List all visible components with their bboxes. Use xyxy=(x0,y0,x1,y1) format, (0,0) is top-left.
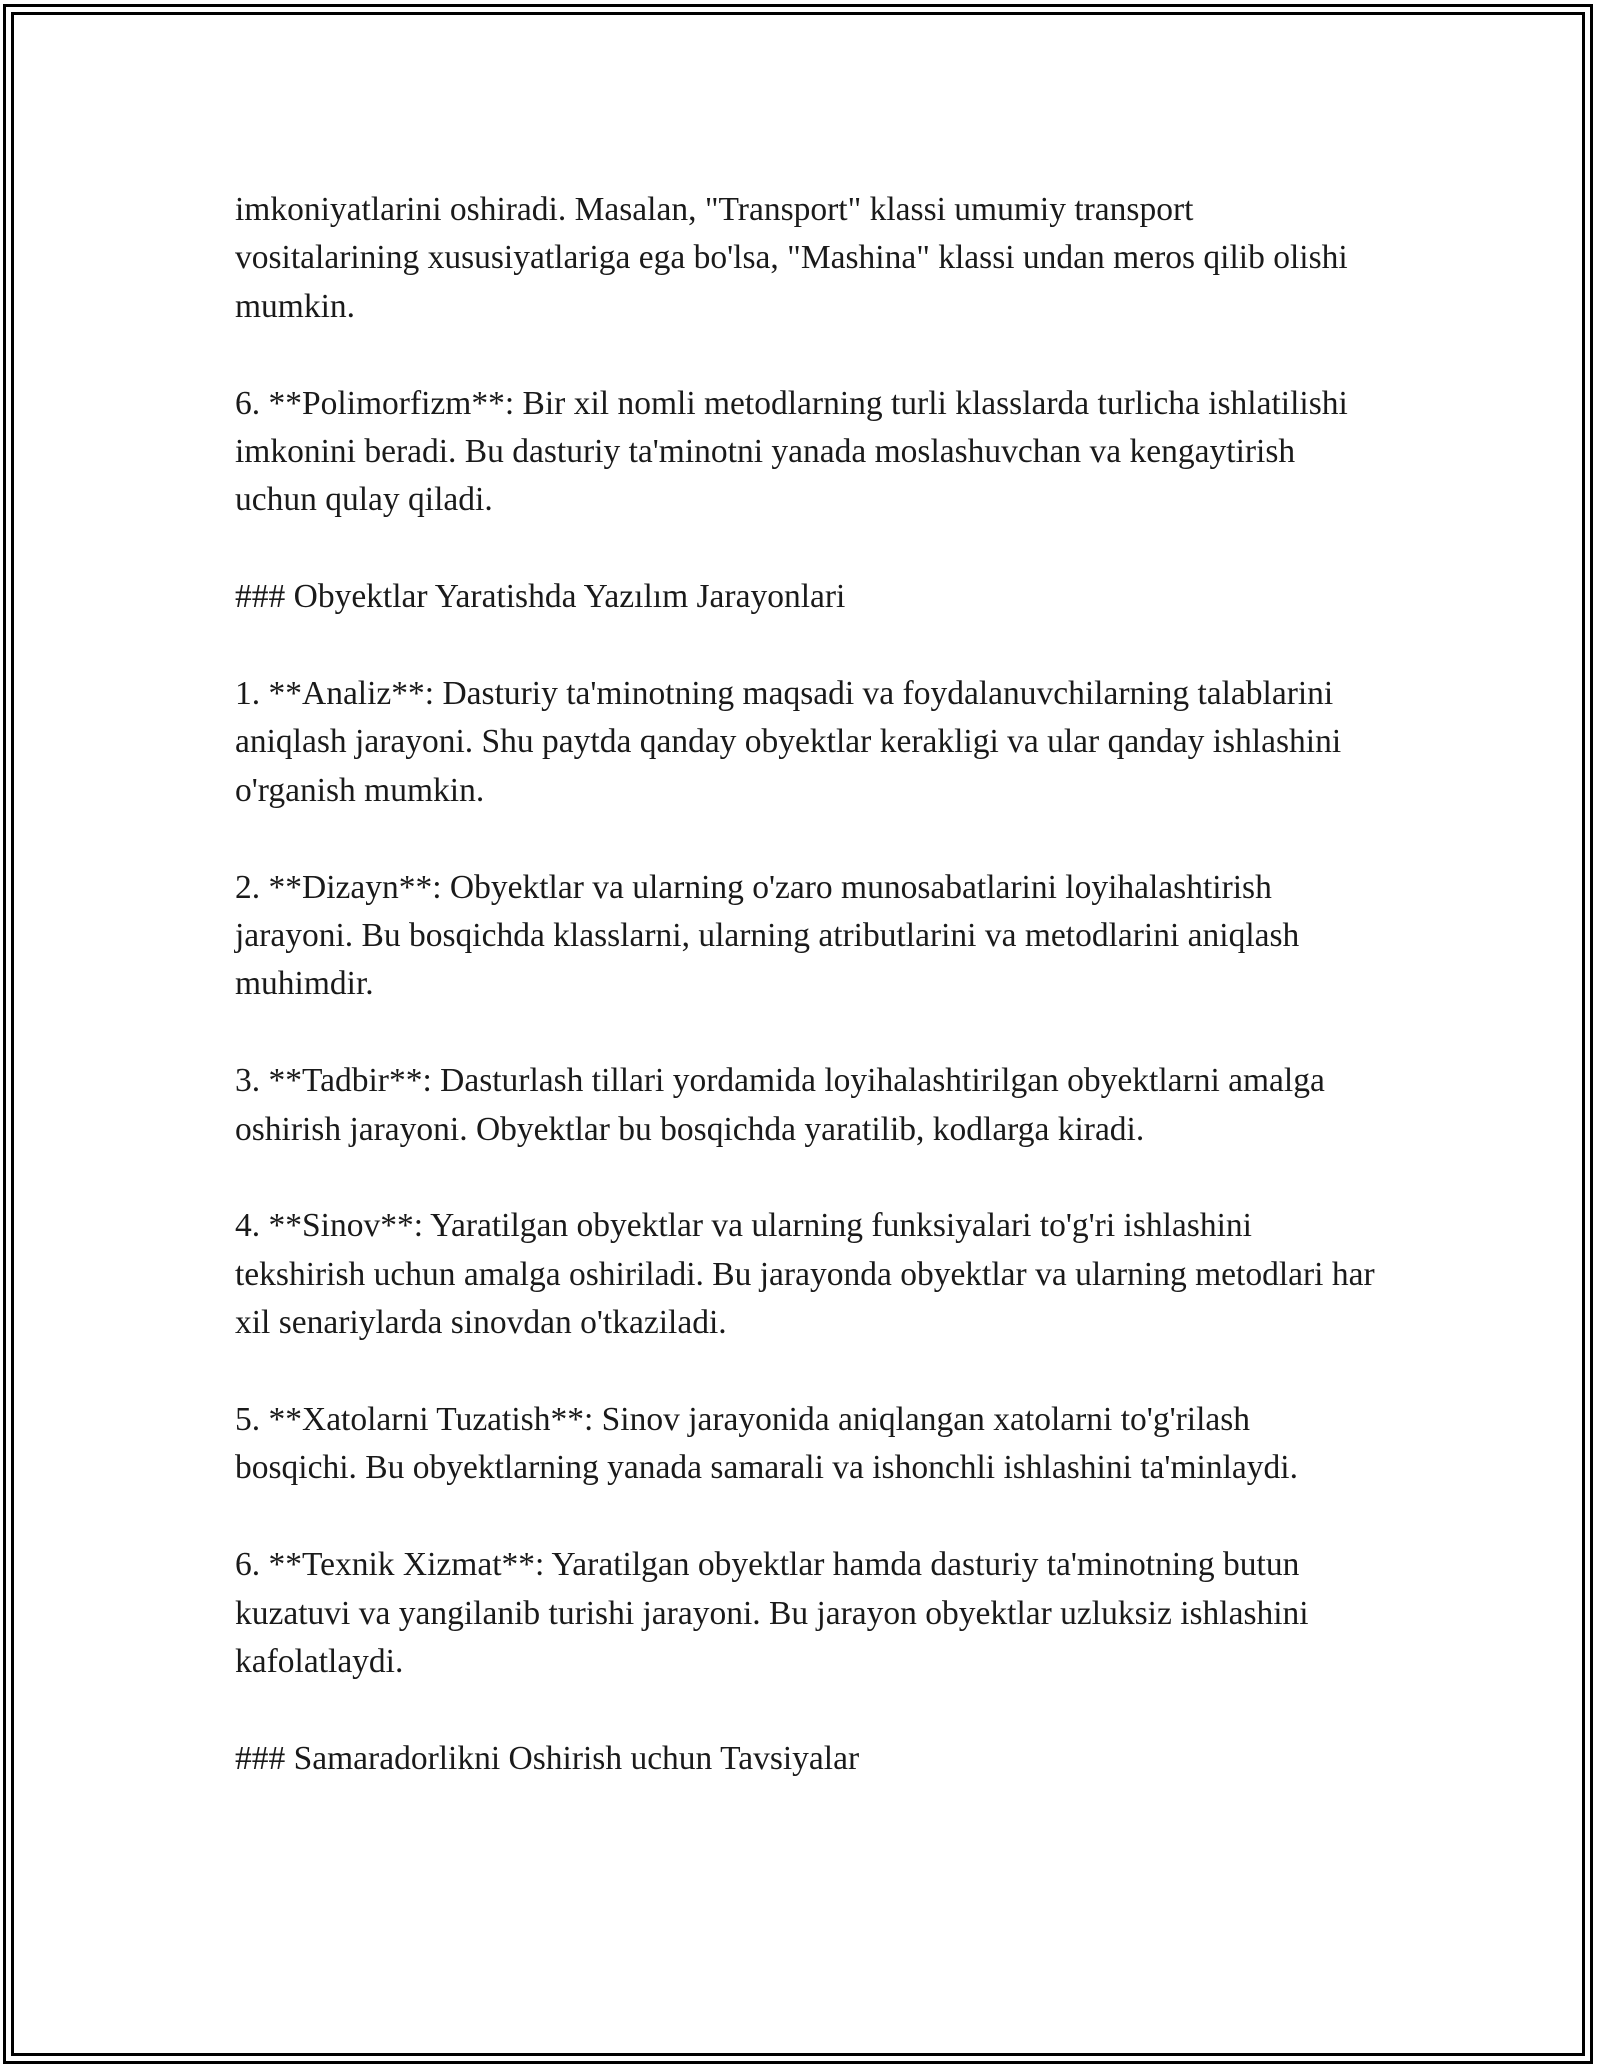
paragraph-inheritance-continuation: imkoniyatlarini oshiradi. Masalan, "Transport" klassi umumiy transport vositalarining xususiyatlariga ega bo'lsa, "Mashina" klassi undan meros qilib olishi mumkin. xyxy=(235,191,1348,325)
document-body xyxy=(235,186,1375,1783)
list-item-analysis: 1. **Analiz**: Dasturiy ta'minotning maqsadi va foydalanuvchilarning talablarini aniqlash jarayoni. Shu paytda qanday obyektlar kerakligi va ular qanday ishlashini o'rganish mumkin. xyxy=(235,675,1342,809)
section-heading-efficiency-recommendations: ### Samaradorlikni Oshirish uchun Tavsiyalar xyxy=(235,1739,860,1777)
list-item-testing: 4. **Sinov**: Yaratilgan obyektlar va ularning funksiyalari to'g'ri ishlashini tekshirish uchun amalga oshiriladi. Bu jarayonda obyektlar va ularning metodlari har xil senariylarda sinovdan o'tkaziladi. xyxy=(235,1207,1375,1342)
list-item-implementation: 3. **Tadbir**: Dasturlash tillari yordamida loyihalashtirilgan obyektlarni amalga oshirish jarayoni. Obyektlar bu bosqichda yaratilib, kodlarga kiradi. xyxy=(235,1062,1325,1148)
list-item-design: 2. **Dizayn**: Obyektlar va ularning o'zaro munosabatlarini loyihalashtirish jarayoni. Bu bosqichda klasslarni, ularning atributlarini va metodlarini aniqlash muhimdir. xyxy=(235,868,1300,1003)
list-item-maintenance: 6. **Texnik Xizmat**: Yaratilgan obyektlar hamda dasturiy ta'minotning butun kuzatuvi va yangilanib turishi jarayoni. Bu jarayon obyektlar uzluksiz ishlashini kafolatlaydi. xyxy=(235,1546,1309,1681)
section-heading-object-creation-processes: ### Obyektlar Yaratishda Yazılım Jarayonlari xyxy=(235,578,846,616)
list-item-debugging: 5. **Xatolarni Tuzatish**: Sinov jarayonida aniqlangan xatolarni to'g'rilash bosqichi. Bu obyektlarning yanada samarali va ishonchli ishlashini ta'minlaydi. xyxy=(235,1401,1298,1487)
paragraph-polymorphism: 6. **Polimorfizm**: Bir xil nomli metodlarning turli klasslarda turlicha ishlatilishi imkonini beradi. Bu dasturiy ta'minotni yanada moslashuvchan va kengaytirish uchun qulay qiladi. xyxy=(235,384,1348,519)
